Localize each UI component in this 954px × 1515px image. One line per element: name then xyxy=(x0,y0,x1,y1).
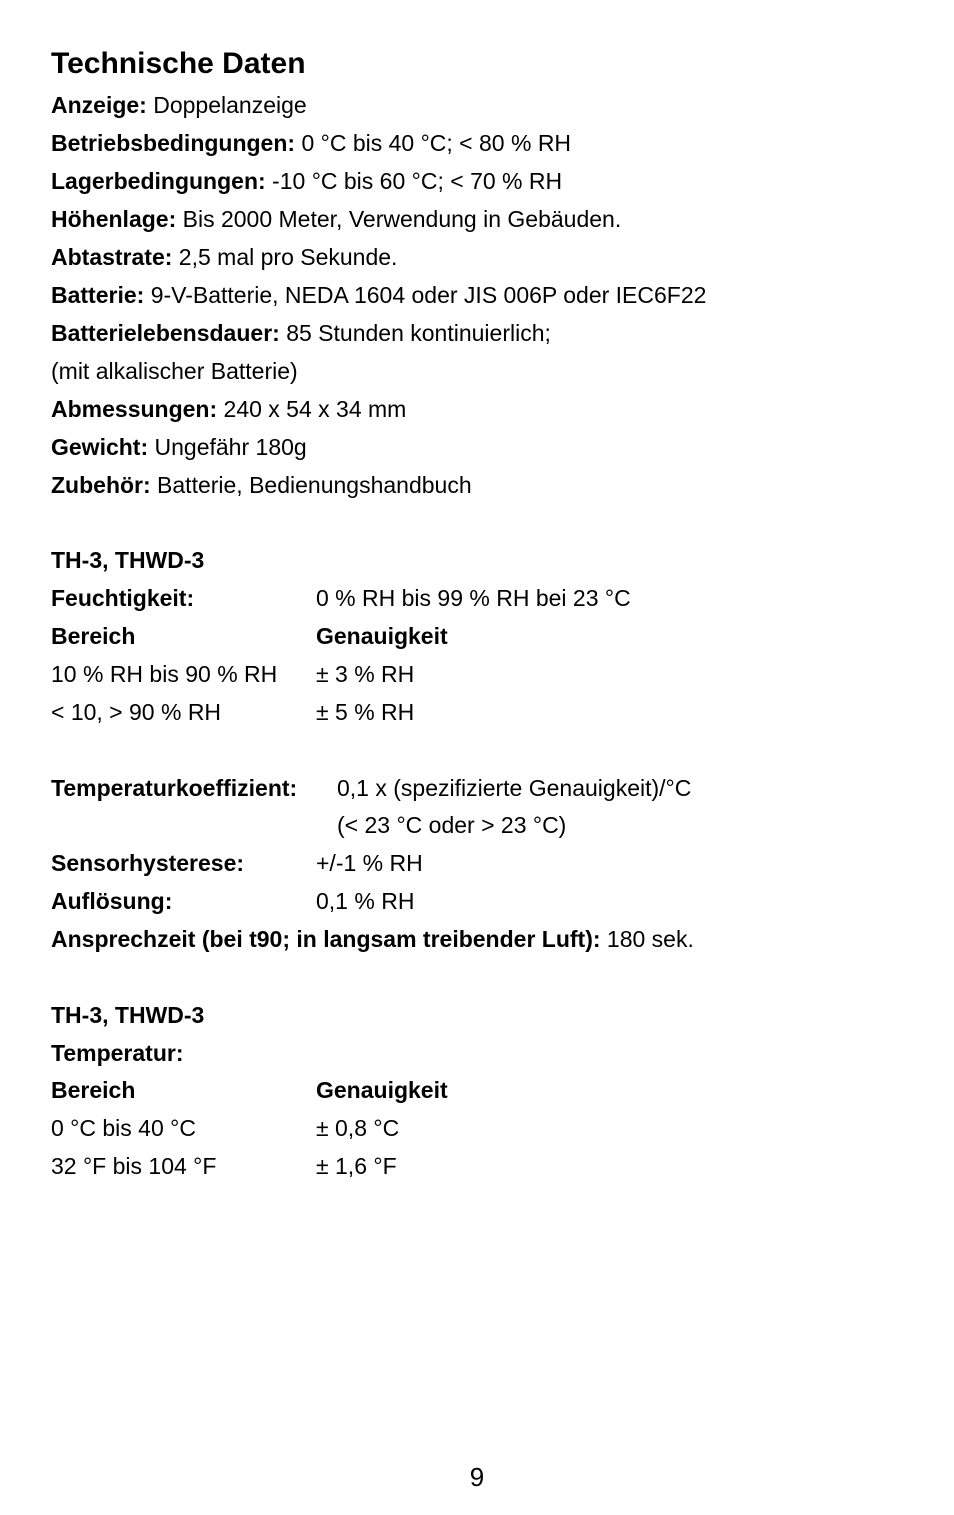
spec-label: Abmessungen: xyxy=(51,396,218,422)
spec-label: Lagerbedingungen: xyxy=(51,168,266,194)
spec-row-sampling xyxy=(51,238,397,276)
column-header-range: Bereich xyxy=(51,1077,136,1103)
response-time-row xyxy=(51,920,694,958)
temperature-table-header xyxy=(51,1071,448,1109)
spec-value: 85 Stunden kontinuierlich; xyxy=(279,320,551,346)
spec-row-storage xyxy=(51,162,562,200)
spec-row-battery xyxy=(51,276,706,314)
humidity-range-row xyxy=(51,579,631,617)
spec-value: Ungefähr 180g xyxy=(148,434,307,460)
table-row xyxy=(51,1109,400,1147)
spec-value: -10 °C bis 60 °C; < 70 % RH xyxy=(265,168,563,194)
spec-value: (mit alkalischer Batterie) xyxy=(51,358,298,384)
hysteresis-value: +/-1 % RH xyxy=(316,850,423,876)
table-row xyxy=(51,655,415,693)
spec-label: Batterielebensdauer: xyxy=(51,320,280,346)
spec-label: Zubehör: xyxy=(51,472,151,498)
model-label: TH-3, THWD-3 xyxy=(51,547,205,573)
spec-label: Batterie: xyxy=(51,282,145,308)
temp-coefficient-row xyxy=(51,769,692,807)
accuracy-cell: ± 3 % RH xyxy=(316,661,415,687)
spec-label: Anzeige: xyxy=(51,92,147,118)
spec-row-battery-life xyxy=(51,314,551,352)
accuracy-cell: ± 1,6 °F xyxy=(316,1153,397,1179)
temp-coefficient-value: 0,1 x (spezifizierte Genauigkeit)/°C xyxy=(337,775,692,801)
temperature-label: Temperatur: xyxy=(51,1040,184,1066)
model-label: TH-3, THWD-3 xyxy=(51,1002,205,1028)
table-row xyxy=(51,1147,397,1185)
range-cell: 10 % RH bis 90 % RH xyxy=(51,661,278,687)
humidity-label: Feuchtigkeit: xyxy=(51,585,195,611)
range-cell: < 10, > 90 % RH xyxy=(51,699,222,725)
spec-value: 9-V-Batterie, NEDA 1604 oder JIS 006P oder IEC6F22 xyxy=(144,282,707,308)
temperature-heading xyxy=(51,1034,184,1072)
spec-label: Betriebsbedingungen: xyxy=(51,130,296,156)
spec-value: 0 °C bis 40 °C; < 80 % RH xyxy=(295,130,572,156)
range-cell: 0 °C bis 40 °C xyxy=(51,1115,196,1141)
spec-value: Doppelanzeige xyxy=(146,92,307,118)
spec-row-dimensions xyxy=(51,390,406,428)
spec-row-display xyxy=(51,86,307,124)
humidity-table-header xyxy=(51,617,448,655)
spec-value: Bis 2000 Meter, Verwendung in Gebäuden. xyxy=(176,206,622,232)
temp-coefficient-note: (< 23 °C oder > 23 °C) xyxy=(337,812,567,838)
humidity-model-heading xyxy=(51,541,204,579)
spec-row-operating xyxy=(51,124,571,162)
spec-value: Batterie, Bedienungshandbuch xyxy=(150,472,472,498)
temp-coefficient-label: Temperaturkoeffizient: xyxy=(51,775,298,801)
resolution-value: 0,1 % RH xyxy=(316,888,415,914)
spec-row-weight xyxy=(51,428,307,466)
column-header-range: Bereich xyxy=(51,623,136,649)
resolution-label: Auflösung: xyxy=(51,888,173,914)
spec-value: 2,5 mal pro Sekunde. xyxy=(172,244,398,270)
temperature-model-heading xyxy=(51,996,204,1034)
column-header-accuracy: Genauigkeit xyxy=(316,1077,448,1103)
spec-value: 240 x 54 x 34 mm xyxy=(217,396,407,422)
accuracy-cell: ± 0,8 °C xyxy=(316,1115,400,1141)
spec-label: Höhenlage: xyxy=(51,206,177,232)
response-time-value: 180 sek. xyxy=(600,926,694,952)
hysteresis-row xyxy=(51,844,423,882)
column-header-accuracy: Genauigkeit xyxy=(316,623,448,649)
spec-row-altitude xyxy=(51,200,621,238)
spec-row-battery-note xyxy=(51,352,298,390)
resolution-row xyxy=(51,882,415,920)
spec-label: Abtastrate: xyxy=(51,244,173,270)
table-row xyxy=(51,693,415,731)
range-cell: 32 °F bis 104 °F xyxy=(51,1153,217,1179)
page-title: Technische Daten xyxy=(51,47,306,80)
humidity-value: 0 % RH bis 99 % RH bei 23 °C xyxy=(316,585,631,611)
hysteresis-label: Sensorhysterese: xyxy=(51,850,245,876)
page-number: 9 xyxy=(469,1462,485,1492)
accuracy-cell: ± 5 % RH xyxy=(316,699,415,725)
spec-row-accessories xyxy=(51,466,472,504)
response-time-label: Ansprechzeit (bei t90; in langsam treibender Luft): xyxy=(51,926,601,952)
spec-label: Gewicht: xyxy=(51,434,149,460)
